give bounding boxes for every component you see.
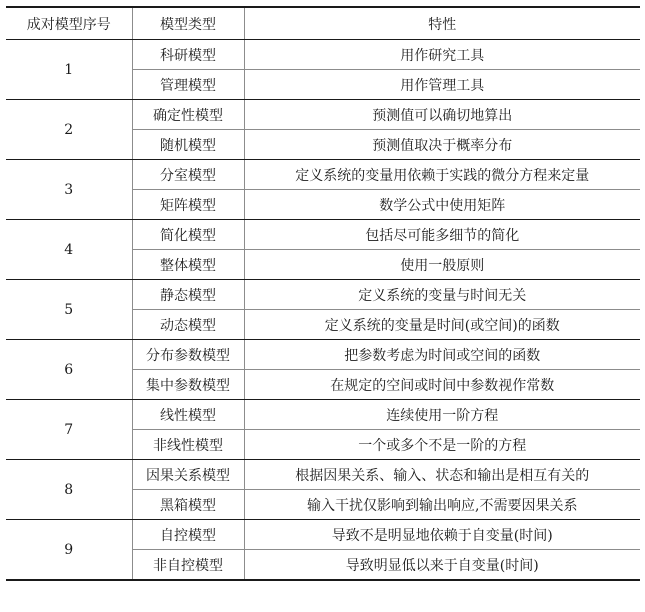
model-property: 在规定的空间或时间中参数视作常数 bbox=[244, 370, 640, 400]
model-type: 整体模型 bbox=[132, 250, 244, 280]
model-property: 预测值取决于概率分布 bbox=[244, 130, 640, 160]
model-type: 黑箱模型 bbox=[132, 490, 244, 520]
model-type: 确定性模型 bbox=[132, 100, 244, 130]
pair-number: 2 bbox=[6, 100, 132, 160]
header-pair-number: 成对模型序号 bbox=[6, 7, 132, 40]
table-row bbox=[6, 40, 640, 70]
model-property: 数学公式中使用矩阵 bbox=[244, 190, 640, 220]
pair-number: 1 bbox=[6, 40, 132, 100]
model-property: 定义系统的变量与时间无关 bbox=[244, 280, 640, 310]
model-property: 包括尽可能多细节的简化 bbox=[244, 220, 640, 250]
model-type: 集中参数模型 bbox=[132, 370, 244, 400]
table-row bbox=[6, 100, 640, 130]
model-classification-table bbox=[6, 6, 640, 581]
model-type: 线性模型 bbox=[132, 400, 244, 430]
model-type: 非线性模型 bbox=[132, 430, 244, 460]
model-type: 静态模型 bbox=[132, 280, 244, 310]
model-property: 把参数考虑为时间或空间的函数 bbox=[244, 340, 640, 370]
model-type: 自控模型 bbox=[132, 520, 244, 550]
pair-number: 6 bbox=[6, 340, 132, 400]
model-property: 输入干扰仅影响到输出响应,不需要因果关系 bbox=[244, 490, 640, 520]
pair-number: 3 bbox=[6, 160, 132, 220]
model-property: 用作管理工具 bbox=[244, 70, 640, 100]
model-type: 分布参数模型 bbox=[132, 340, 244, 370]
table-row bbox=[6, 400, 640, 430]
model-property: 导致不是明显地依赖于自变量(时间) bbox=[244, 520, 640, 550]
pair-number: 8 bbox=[6, 460, 132, 520]
model-type: 管理模型 bbox=[132, 70, 244, 100]
model-property: 定义系统的变量用依赖于实践的微分方程来定量 bbox=[244, 160, 640, 190]
model-type: 动态模型 bbox=[132, 310, 244, 340]
model-type: 简化模型 bbox=[132, 220, 244, 250]
model-property: 一个或多个不是一阶的方程 bbox=[244, 430, 640, 460]
pair-number: 5 bbox=[6, 280, 132, 340]
pair-number: 7 bbox=[6, 400, 132, 460]
table-row bbox=[6, 280, 640, 310]
table-row bbox=[6, 160, 640, 190]
header-row bbox=[6, 7, 640, 40]
model-property: 根据因果关系、输入、状态和输出是相互有关的 bbox=[244, 460, 640, 490]
model-property: 用作研究工具 bbox=[244, 40, 640, 70]
header-model-type: 模型类型 bbox=[132, 7, 244, 40]
table-row bbox=[6, 340, 640, 370]
table-row bbox=[6, 460, 640, 490]
table-row bbox=[6, 520, 640, 550]
header-property: 特性 bbox=[244, 7, 640, 40]
model-property: 预测值可以确切地算出 bbox=[244, 100, 640, 130]
model-property: 导致明显低以来于自变量(时间) bbox=[244, 550, 640, 581]
model-property: 连续使用一阶方程 bbox=[244, 400, 640, 430]
model-type: 随机模型 bbox=[132, 130, 244, 160]
model-type: 因果关系模型 bbox=[132, 460, 244, 490]
model-type: 科研模型 bbox=[132, 40, 244, 70]
model-property: 使用一般原则 bbox=[244, 250, 640, 280]
pair-number: 4 bbox=[6, 220, 132, 280]
pair-number: 9 bbox=[6, 520, 132, 581]
model-type: 矩阵模型 bbox=[132, 190, 244, 220]
table-row bbox=[6, 220, 640, 250]
model-type: 分室模型 bbox=[132, 160, 244, 190]
model-property: 定义系统的变量是时间(或空间)的函数 bbox=[244, 310, 640, 340]
model-type: 非自控模型 bbox=[132, 550, 244, 581]
